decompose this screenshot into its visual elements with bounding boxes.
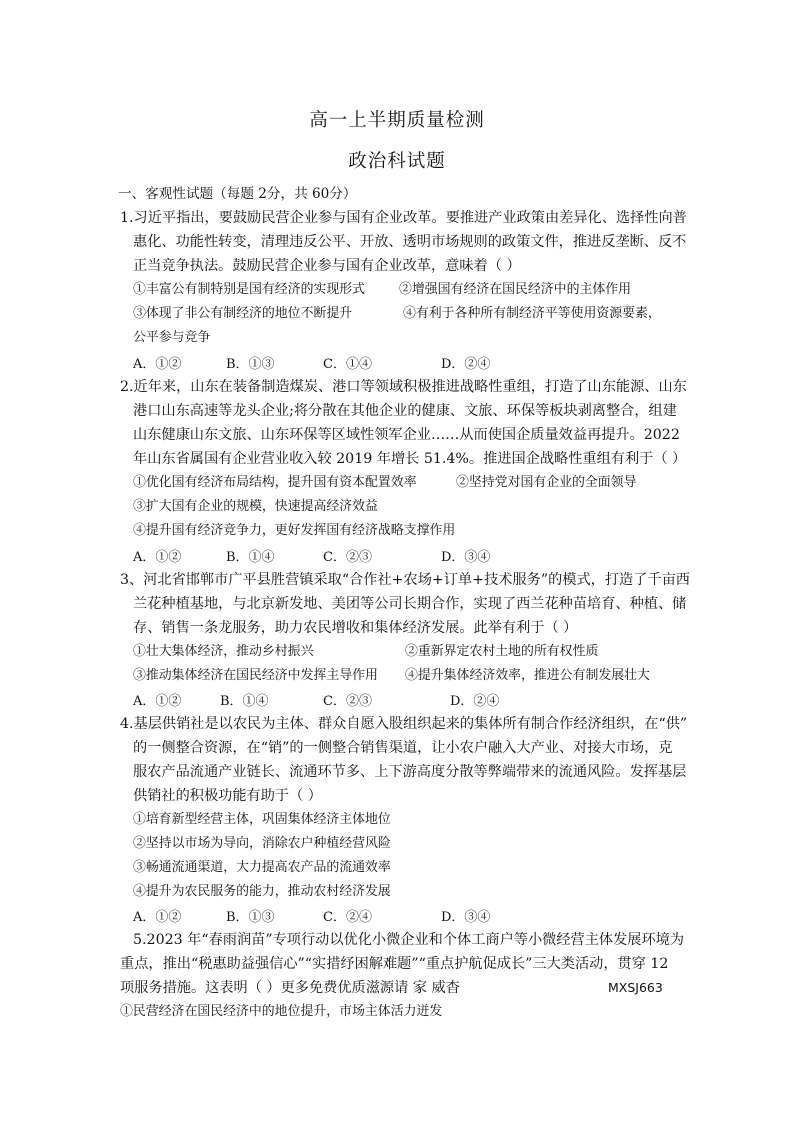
q4-choice-c: C．②④	[323, 910, 372, 925]
q2-line-1: 2.近年来，山东在装备制造煤炭、港口等领域积极推进战略性重组，打造了山东能源、山东	[120, 379, 687, 395]
q2-choice-c: C．②③	[323, 550, 372, 565]
q3-option-2: ②重新界定农村土地的所有权性质	[405, 644, 599, 659]
q4-option-2: ②坚持以市场为导向，消除农户种植经营风险	[133, 836, 391, 851]
q1-line-1: 1.习近平指出，要鼓励民营企业参与国有企业改革。要推进产业政策由差异化、选择性向普	[120, 210, 687, 226]
q3-option-4: ④提升集体经济效率，推进公有制发展壮大	[405, 668, 650, 683]
q3-option-3: ③推动集体经济在国民经济中发挥主导作用	[133, 668, 378, 683]
q2-option-2: ②坚持党对国有企业的全面领导	[456, 475, 637, 490]
q1-option-4-cont: 公平参与竞争	[133, 330, 211, 345]
q1-option-3: ③体现了非公有制经济的地位不断提升	[133, 306, 353, 321]
q1-choice-a: A．①②	[133, 357, 182, 372]
q4-option-3: ③畅通流通渠道，大力提高农产品的流通效率	[133, 860, 391, 875]
q4-line-1: 4.基层供销社是以农民为主体、群众自愿入股组织起来的集体所有制合作经济组织，在“供”	[120, 716, 688, 732]
q4-option-1: ①培育新型经营主体，巩固集体经济主体地位	[133, 812, 391, 827]
q4-choice-a: A．①②	[133, 910, 182, 925]
q3-choice-a: A．①②	[133, 694, 182, 709]
q2-option-3: ③扩大国有企业的规模，快速提高经济效益	[133, 499, 378, 514]
q5-option-1: ①民营经济在国民经济中的地位提升，市场主体活力迸发	[120, 1004, 443, 1019]
q1-choices	[0, 353, 794, 373]
page-title: 高一上半期质量检测	[309, 110, 485, 131]
q4-choice-d: D．③④	[441, 910, 491, 925]
q1-option-4: ④有利于各种所有制经济平等使用资源要素，	[403, 306, 661, 321]
q3-choices	[0, 690, 794, 710]
q3-line-3: 存、销售一条龙服务，助力农民增收和集体经济发展。此举有利于（ ）	[133, 620, 578, 636]
q3-choice-d: D．②④	[450, 694, 500, 709]
q2-option-1: ①优化国有经济布局结构，提升国有资本配置效率	[133, 475, 417, 490]
q5-code: MXSJ663	[608, 980, 663, 995]
q3-choice-b: B．①④	[220, 694, 269, 709]
q1-line-2: 惠化、功能性转变，清理违反公平、开放、透明市场规则的政策文件，推进反垄断、反不	[133, 234, 687, 250]
q5-line-3: 项服务措施。这表明（ ）更多免费优质滋源请 家 威杳	[120, 980, 460, 996]
q1-line-3: 正当竞争执法。鼓励民营企业参与国有企业改革，意味着（ ）	[133, 258, 521, 274]
q4-line-4: 供销社的积极功能有助于（ ）	[133, 788, 322, 804]
q2-option-4: ④提升国有经济竞争力，更好发挥国有经济战略支撑作用	[133, 523, 456, 538]
q4-line-2: 的一侧整合资源，在“销”的一侧整合销售渠道，让小农户融入大产业、对接大市场，克	[133, 740, 673, 756]
q5-line-2: 重点，推出“税惠助益强信心”“实措纾困解难题”“重点护航促成长”三大类活动，贯穿 12	[120, 956, 669, 972]
q4-option-4: ④提升为农民服务的能力，推动农村经济发展	[133, 884, 391, 899]
q2-choice-b: B．①④	[226, 550, 275, 565]
q4-choices	[0, 906, 794, 926]
q1-option-1: ①丰富公有制特别是国有经济的实现形式	[133, 282, 366, 297]
q3-choice-c: C．②③	[323, 694, 372, 709]
q2-choice-a: A．①②	[133, 550, 182, 565]
q4-line-3: 服农产品流通产业链长、流通环节多、上下游高度分散等弊端带来的流通风险。发挥基层	[133, 764, 687, 780]
q1-option-2: ②增强国有经济在国民经济中的主体作用	[399, 282, 632, 297]
q1-choice-d: D．②④	[441, 357, 491, 372]
q3-line-2: 兰花种植基地，与北京新发地、美团等公司长期合作，实现了西兰花种苗培育、种植、储	[133, 596, 687, 612]
q2-choice-d: D．③④	[441, 550, 491, 565]
page-subtitle: 政治科试题	[348, 151, 446, 172]
q3-option-1: ①壮大集体经济，推动乡村振兴	[133, 644, 314, 659]
q2-choices	[0, 546, 794, 566]
q5-line-1: 5.2023 年“春雨润苗”专项行动以优化小微企业和个体工商户等小微经营主体发展环境为	[133, 932, 685, 948]
q4-choice-b: B．①③	[226, 910, 275, 925]
q1-choice-b: B．①③	[226, 357, 275, 372]
q2-line-2: 港口山东高速等龙头企业;将分散在其他企业的健康、文旅、环保等板块剥离整合，组建	[133, 403, 677, 419]
q2-line-3: 山东健康山东文旅、山东环保等区域性领军企业……从而使国企质量效益再提升。2022	[133, 427, 680, 443]
q3-line-1: 3、河北省邯郸市广平县胜营镇采取“合作社+农场+订单+技术服务”的模式，打造了千亩西	[120, 572, 690, 588]
q2-line-4: 年山东省属国有企业营业收入较 2019 年增长 51.4%。推进国企战略性重组有利于（ ）	[133, 451, 687, 467]
q1-choice-c: C．①④	[323, 357, 372, 372]
section-heading: 一、客观性试题（每题 2分，共 60分）	[118, 186, 357, 202]
